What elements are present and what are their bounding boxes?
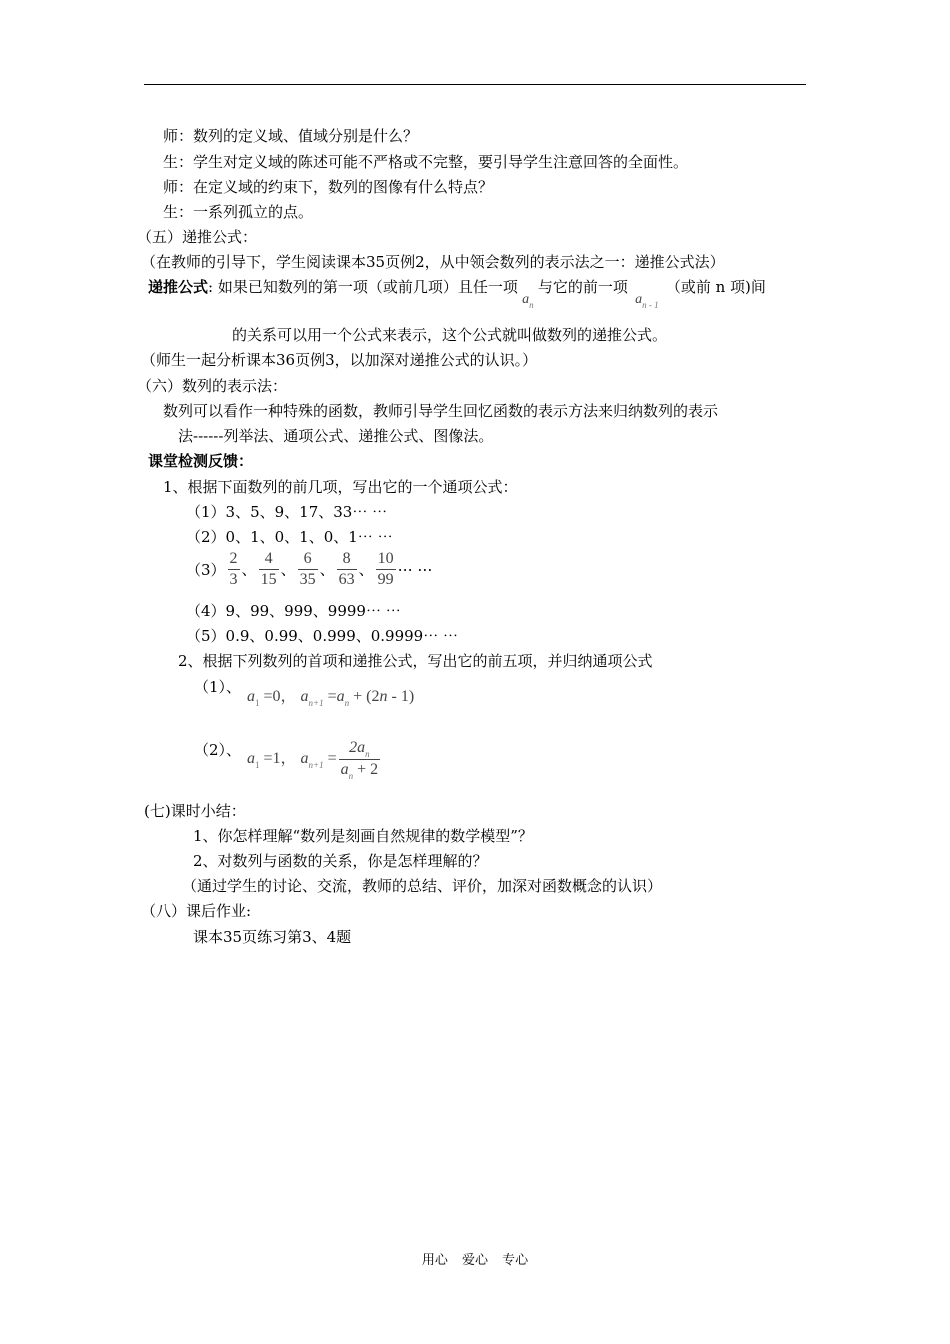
feedback-heading: 课堂检测反馈： bbox=[148, 452, 254, 470]
recurrence-formula-1: $a_1 =0$， $a_{n+1} =a_n + (2n - 1)$ bbox=[247, 688, 415, 708]
line-teacher-question-2: 师：在定义域的约束下，数列的图像有什么特点？ bbox=[163, 178, 494, 196]
recurrence-formula-2: $a_1 =1$， $a_{n+1}$ = $\frac{2a_n}{a_n + 2}$ bbox=[247, 739, 379, 781]
line-representation-1: 数列可以看作一种特殊的函数，教师引导学生回忆函数的表示方法来归纳数列的表示 bbox=[163, 402, 719, 420]
summary-note: （通过学生的讨论、交流，教师的总结、评价，加深对函数概念的认识） bbox=[182, 877, 663, 895]
question-1-item-5: （5）0.9、0.99、0.999、0.9999⋯ ⋯ bbox=[186, 627, 458, 645]
line-representation-2: 法------列举法、通项公式、递推公式、图像法。 bbox=[178, 427, 494, 445]
question-1: 1、根据下面数列的前几项，写出它的一个通项公式： bbox=[163, 478, 518, 496]
fraction-2-3: $\frac{2}{3}$ bbox=[229, 550, 238, 588]
definition-line: 递推公式: 如果已知数列的第一项（或前几项）且任一项$a_n$与它的前一项$a_{n - 1}$（或前 n 项)间 bbox=[148, 278, 766, 310]
question-2-item-1-label: （1）、 bbox=[194, 678, 242, 696]
section-6-heading: （六）数列的表示法： bbox=[137, 377, 288, 395]
fraction-2an-over-an-plus-2: $\frac{2a_n}{a_n + 2}$ bbox=[340, 739, 379, 781]
summary-question-1: 1、你怎样理解“数列是刻画自然规律的数学模型”？ bbox=[193, 827, 533, 845]
summary-question-2: 2、对数列与函数的关系，你是怎样理解的？ bbox=[193, 852, 488, 870]
line-student-answer-2: 生：一系列孤立的点。 bbox=[163, 203, 314, 221]
question-2-item-2-label: （2）、 bbox=[194, 741, 242, 759]
section-5-heading: （五）递推公式： bbox=[137, 228, 258, 246]
line-example-3: （师生一起分析课本36页例3，以加深对递推公式的认识。） bbox=[141, 351, 538, 369]
question-1-item-3: （3） $\frac{2}{3}$ 、 $\frac{4}{15}$ 、 $\frac{6}{35}$ 、 $\frac{8}{63}$ 、 $\frac{10}{99}$ ⋯ ⋯ bbox=[186, 550, 433, 588]
formula-a-n-minus-1: $a_{n - 1}$ bbox=[635, 292, 659, 310]
question-2: 2、根据下列数列的首项和递推公式，写出它的前五项，并归纳通项公式 bbox=[178, 652, 653, 670]
definition-term: 递推公式 bbox=[148, 278, 209, 296]
homework-text: 课本35页练习第3、4题 bbox=[193, 928, 352, 946]
fraction-8-63: $\frac{8}{63}$ bbox=[338, 550, 355, 588]
line-student-answer-1: 生：学生对定义域的陈述可能不严格或不完整，要引导学生注意回答的全面性。 bbox=[163, 153, 689, 171]
header-rule bbox=[144, 84, 806, 85]
line-teacher-question-1: 师：数列的定义域、值域分别是什么？ bbox=[163, 127, 419, 145]
line-guided-reading: （在教师的引导下，学生阅读课本35页例2，从中领会数列的表示法之一：递推公式法） bbox=[141, 253, 725, 271]
question-1-item-2: （2）0、1、0、1、0、1⋯ ⋯ bbox=[186, 528, 393, 546]
fraction-10-99: $\frac{10}{99}$ bbox=[377, 550, 394, 588]
definition-line-cont: 的关系可以用一个公式来表示，这个公式就叫做数列的递推公式。 bbox=[232, 326, 668, 344]
question-1-item-1: （1）3、5、9、17、33⋯ ⋯ bbox=[186, 503, 388, 521]
page-footer: 用心 爱心 专心 bbox=[421, 1253, 529, 1268]
question-1-item-4: （4）9、99、999、9999⋯ ⋯ bbox=[186, 602, 401, 620]
fraction-6-35: $\frac{6}{35}$ bbox=[299, 550, 316, 588]
section-8-heading: （八）课后作业: bbox=[141, 902, 252, 920]
formula-a-n: $a_n$ bbox=[522, 292, 534, 310]
section-7-heading: (七)课时小结： bbox=[144, 802, 246, 820]
fraction-4-15: $\frac{4}{15}$ bbox=[260, 550, 277, 588]
